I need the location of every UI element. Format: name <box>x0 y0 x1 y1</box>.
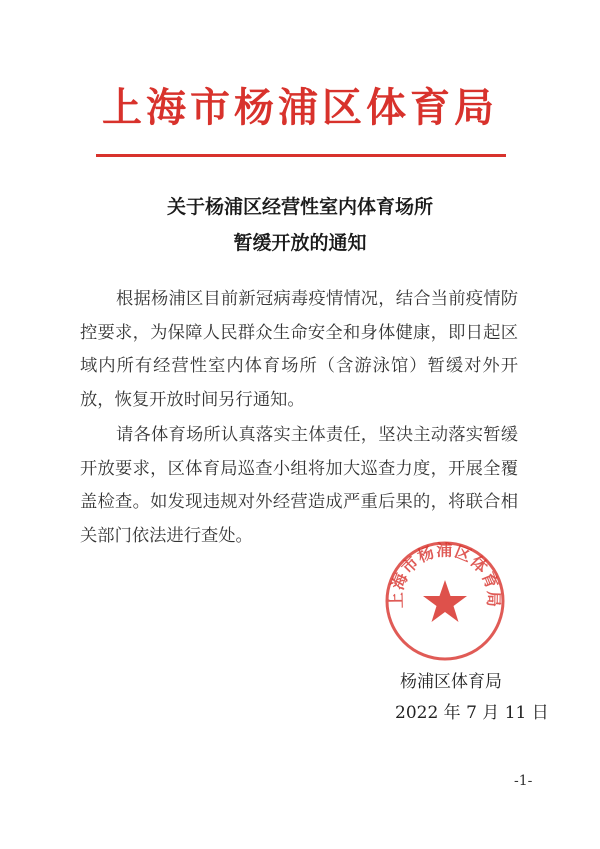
letterhead-title: 上海市杨浦区体育局 <box>102 85 498 131</box>
letterhead-divider <box>96 154 506 157</box>
seal-text: 上海市杨浦区体育局 <box>386 540 504 609</box>
page-number: -1- <box>514 773 533 789</box>
issuer-name: 杨浦区体育局 <box>400 672 502 692</box>
official-seal <box>384 540 506 662</box>
notice-title-line1: 关于杨浦区经营性室内体育场所 <box>166 196 433 218</box>
star-icon <box>423 580 467 622</box>
notice-title-line2: 暂缓开放的通知 <box>233 232 367 254</box>
paragraph: 根据杨浦区目前新冠病毒疫情情况，结合当前疫情防控要求，为保障人民群众生命安全和身体健康，即日起区域内所有经营性室内体育场所（含游泳馆）暂缓对外开放，恢复开放时间另行通知。 <box>80 289 518 410</box>
notice-body <box>80 283 518 555</box>
paragraph: 请各体育场所认真落实主体责任，坚决主动落实暂缓开放要求，区体育局巡查小组将加大巡查力度，开展全覆盖检查。如发现违规对外经营造成严重后果的，将联合相关部门依法进行查处。 <box>80 425 518 546</box>
issue-date: 2022 年 7 月 11 日 <box>395 703 549 723</box>
